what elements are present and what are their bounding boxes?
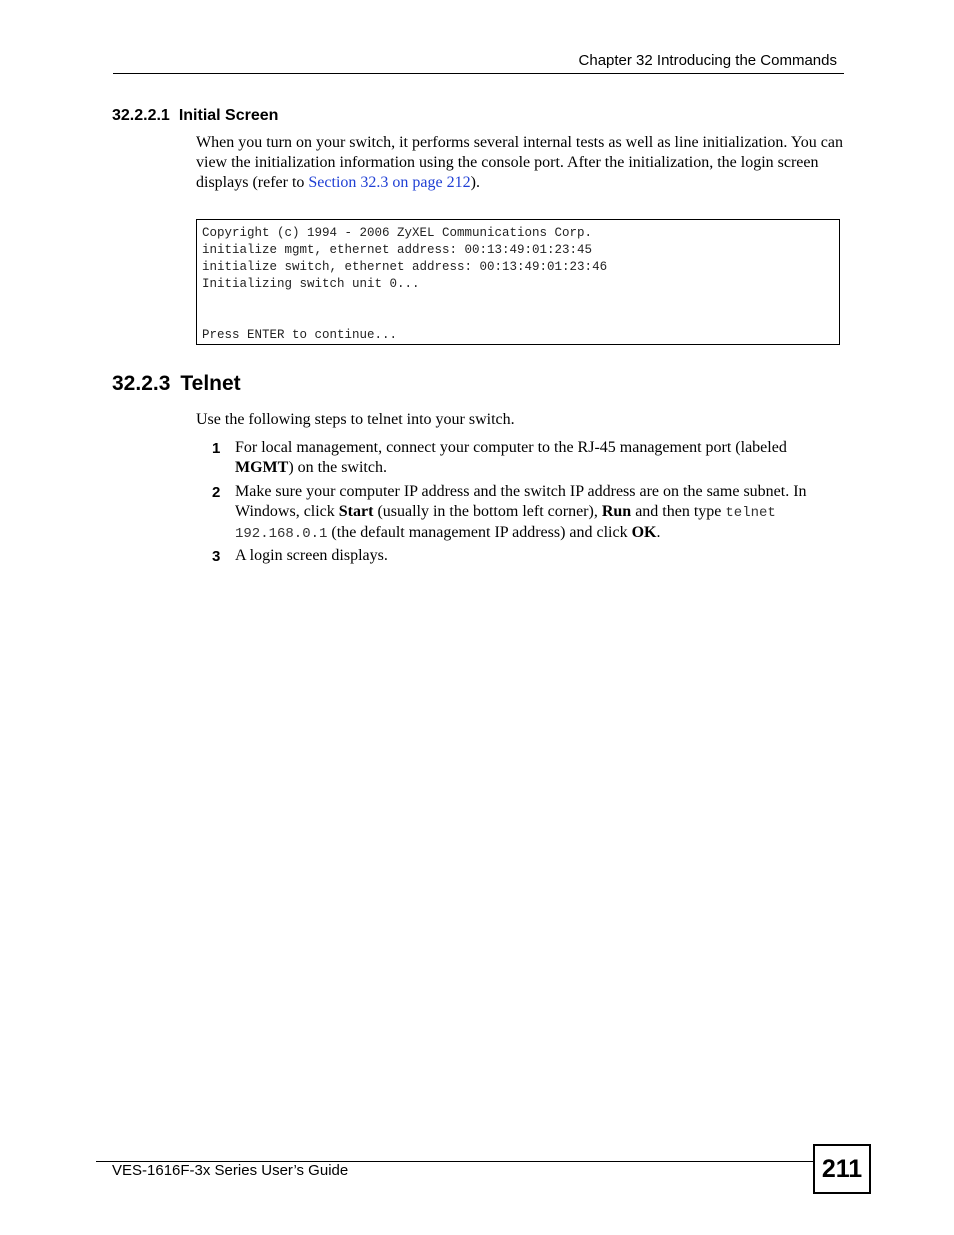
section-link[interactable]: Section 32.3 on page 212 [308,174,471,191]
console-line [202,310,834,327]
console-line: Copyright (c) 1994 - 2006 ZyXEL Communications Corp. [202,226,593,240]
page-number: 211 [813,1144,871,1194]
guide-title: VES-1616F-3x Series User’s Guide [112,1162,349,1179]
paragraph-text: ). [470,174,480,191]
console-line: initialize mgmt, ethernet address: 00:13:49:01:23:45 [202,243,593,257]
section-heading-telnet [112,372,241,396]
initial-screen-paragraph [196,133,846,193]
step-text: Make sure your computer IP address and the switch IP address are on the same subnet. In Windows, click Start (usually in the bottom left corner), Run and then type telnet 192.168.0.1 (the default management IP address) and click OK. [235,483,807,542]
console-line: Initializing switch unit 0... [202,277,420,291]
section-number: 32.2.3 [112,372,171,395]
header-rule [113,73,844,74]
section-title: Initial Screen [178,107,279,124]
step-number: 3 [212,548,221,565]
section-number: 32.2.2.1 [112,107,170,124]
telnet-command: telnet 192.168.0.1 [235,505,776,542]
step-text: A login screen displays. [235,547,388,564]
step-number: 1 [212,440,221,457]
running-header: Chapter 32 Introducing the Commands [578,52,837,69]
step-number: 2 [212,484,221,501]
paragraph-text: When you turn on your switch, it performs several internal tests as well as line initialization. You can view the initialization information using the console port. After the initialization, the login screen displays (refer to [196,134,843,191]
section-title: Telnet [180,372,241,395]
console-line: Press ENTER to continue... [202,328,398,342]
section-heading-initial-screen [112,107,278,125]
step-text: For local management, connect your computer to the RJ-45 management port (labeled MGMT) on the switch. [235,439,787,476]
telnet-intro: Use the following steps to telnet into your switch. [196,411,515,428]
console-line [202,293,834,310]
console-output-box [196,219,840,345]
console-line: initialize switch, ethernet address: 00:13:49:01:23:46 [202,260,608,274]
